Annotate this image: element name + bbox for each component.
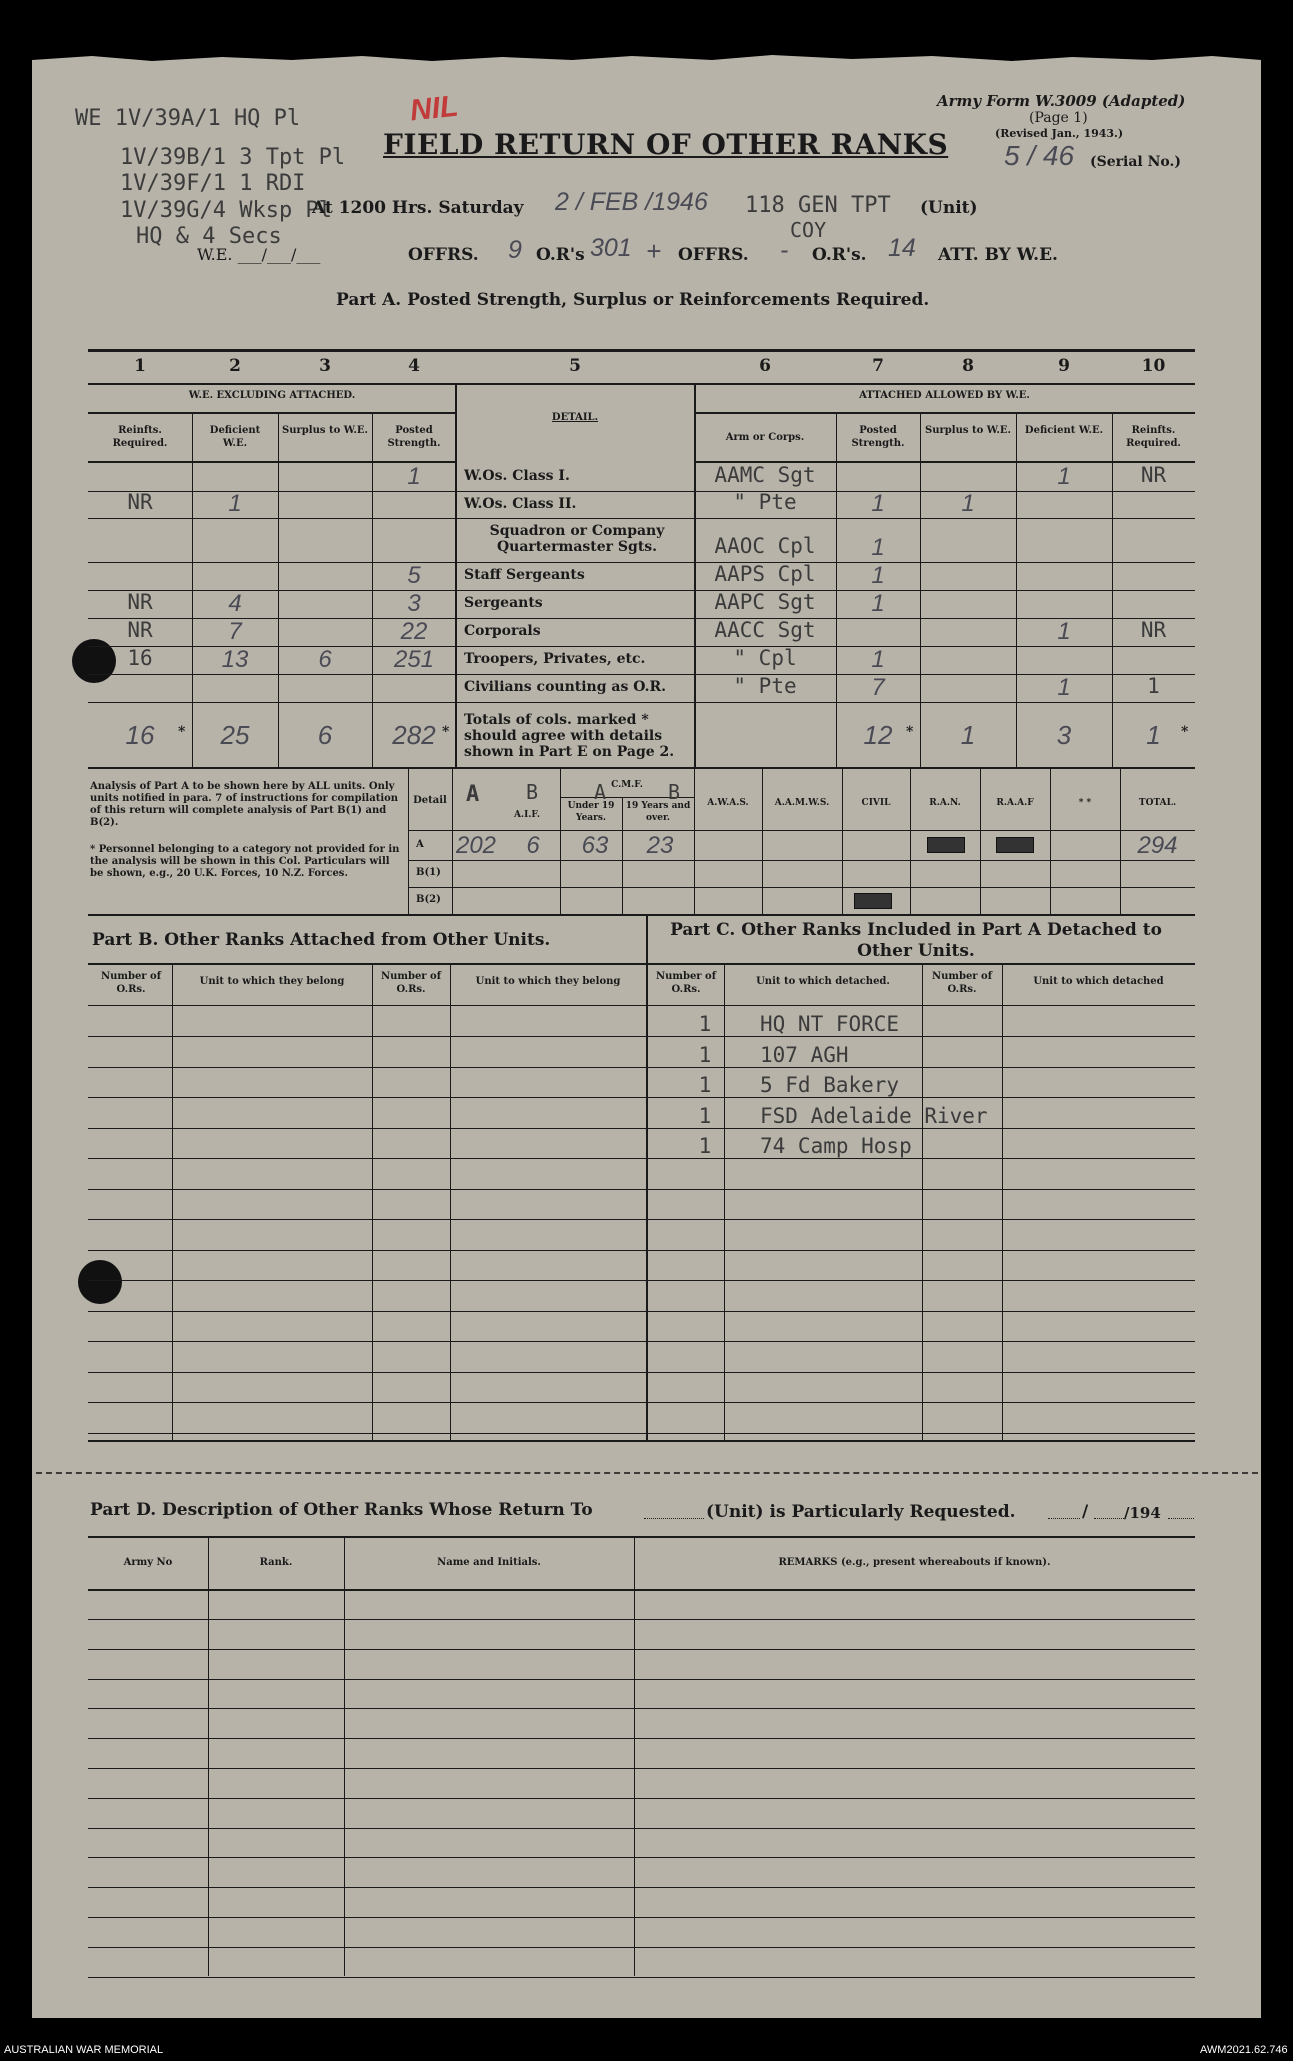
col-num-6: 6 <box>759 356 771 376</box>
c-head-num1: Number of O.Rs. <box>655 971 717 995</box>
an-typed-a2: A <box>594 780 607 804</box>
redaction-civil <box>854 893 892 909</box>
part-d-slash: / <box>1082 1502 1089 1522</box>
cell-c9: 1 <box>1057 674 1071 701</box>
torn-edge <box>32 26 1261 66</box>
detached-count: 1 <box>698 1042 712 1067</box>
part-d-heading-a: Part D. Description of Other Ranks Whose Return To <box>90 1500 593 1520</box>
row-rule <box>88 702 1195 703</box>
an-val-over19: 23 <box>646 832 674 859</box>
cell-c6: AAPS Cpl <box>714 562 816 586</box>
c-head-unit2: Unit to which detached <box>1033 976 1164 987</box>
detail-label: Sergeants <box>464 595 543 611</box>
head-arm-corps: Arm or Corps. <box>725 432 805 443</box>
col-num-3: 3 <box>319 356 331 376</box>
col-num-4: 4 <box>408 356 420 376</box>
part-d-year-blank <box>1168 1518 1194 1519</box>
row-rule <box>88 1917 1195 1918</box>
total-c2: 25 <box>220 720 250 750</box>
punch-hole-bottom <box>78 1260 122 1304</box>
cell-c10: NR <box>1140 463 1167 487</box>
head-posted: Posted Strength. <box>387 425 441 449</box>
an-typed-b1: B <box>526 780 539 804</box>
star-mark: * <box>442 724 450 740</box>
redaction-ran <box>927 837 965 853</box>
footer-right: AWM2021.62.746 <box>1200 2044 1288 2056</box>
offrs-value: 9 <box>508 236 522 264</box>
row-rule <box>88 1341 1195 1342</box>
total-c8: 1 <box>960 720 976 750</box>
army-form-label: Army Form W.3009 (Adapted) <box>937 92 1186 110</box>
offrs2-value: - <box>780 236 789 264</box>
we-line-3: 1V/39F/1 1 RDI <box>120 171 306 196</box>
cell-c1: 16 <box>127 646 153 670</box>
row-rule <box>88 1097 1195 1098</box>
col-num-8: 8 <box>962 356 974 376</box>
ors-label: O.R's <box>536 245 585 265</box>
head-surplus: Surplus to W.E. <box>282 425 368 436</box>
cell-c6: " Cpl <box>733 646 797 670</box>
cell-c3: 6 <box>318 646 332 673</box>
an-head-over19: 19 Years and over. <box>625 801 691 823</box>
analysis-note-2: * Personnel belonging to a category not provided for in the analysis will be shown in this Col. Particulars will be shown, e.g., 20 U.K. Forces, 10 N.Z. Forces. <box>90 844 400 879</box>
cell-c7: 1 <box>871 490 885 517</box>
row-rule <box>88 518 1195 519</box>
unit-value: 118 GEN TPT <box>745 193 891 218</box>
serial-value: 5 / 46 <box>1004 140 1075 171</box>
analysis-note-1: Analysis of Part A to be shown here by ALL units. Only units notified in para. 7 of instructions for compilation of this return will complete analysis of Part B(1) and B(2). <box>90 781 399 828</box>
ors2-label: O.R's. <box>812 245 867 265</box>
we-blank-label: W.E. ___/___/___ <box>197 245 321 264</box>
detail-label: W.Os. Class II. <box>464 496 577 512</box>
b-head-num2: Number of O.Rs. <box>380 971 442 995</box>
an-head-cmf: C.M.F. <box>611 780 643 790</box>
cell-c9: 1 <box>1057 463 1071 490</box>
cell-c2: 4 <box>228 590 242 617</box>
cell-c10: NR <box>1140 618 1167 642</box>
perforation-line <box>36 1472 1258 1474</box>
part-d-heading-b: (Unit) is Particularly Requested. <box>706 1502 1016 1522</box>
date-value: 2 / FEB /1946 <box>555 188 708 216</box>
group-left-heading: W.E. EXCLUDING ATTACHED. <box>188 390 356 401</box>
unit-label: (Unit) <box>920 198 978 218</box>
row-rule <box>88 1433 1195 1434</box>
an-head-aamws: A.A.M.W.S. <box>774 798 830 808</box>
page-title: FIELD RETURN OF OTHER RANKS <box>383 128 949 161</box>
total-c3: 6 <box>317 720 333 750</box>
we-line-5: HQ & 4 Secs <box>136 224 282 249</box>
row-rule <box>88 1219 1195 1220</box>
row-rule <box>88 1857 1195 1858</box>
cell-c7: 1 <box>871 646 885 673</box>
b-head-unit2: Unit to which they belong <box>475 976 621 987</box>
detached-unit: 107 AGH <box>760 1042 849 1067</box>
an-typed-b2: B <box>668 780 681 804</box>
d-head-rank: Rank. <box>259 1557 293 1568</box>
an-head-civil: CIVIL <box>861 798 891 808</box>
detached-unit: HQ NT FORCE <box>760 1012 900 1036</box>
row-rule <box>88 562 1195 563</box>
cell-c6: AAOC Cpl <box>714 534 816 558</box>
cell-c4: 3 <box>407 590 421 617</box>
head-surplus-att: Surplus to W.E. <box>925 425 1011 436</box>
cell-c6: " Pte <box>733 674 797 698</box>
an-head-detail: Detail <box>413 795 447 806</box>
star-mark: * <box>1181 724 1189 740</box>
head-reinfts: Reinfts. Required. <box>112 425 168 449</box>
offrs-label: OFFRS. <box>408 245 479 265</box>
cell-c7: 7 <box>871 674 885 701</box>
total-c1: 16 <box>125 720 155 750</box>
row-rule <box>88 1977 1195 1978</box>
c-head-num2: Number of O.Rs. <box>931 971 993 995</box>
cell-c2: 7 <box>228 618 242 645</box>
detached-unit: 74 Camp Hosp <box>760 1134 912 1158</box>
plus-sign: + <box>646 236 662 266</box>
b-head-num1: Number of O.Rs. <box>100 971 162 995</box>
row-rule <box>88 1158 1195 1159</box>
cell-c7: 1 <box>871 590 885 617</box>
detached-count: 1 <box>698 1073 712 1097</box>
cell-c8: 1 <box>961 490 975 517</box>
head-deficient: Deficient W.E. <box>209 425 261 449</box>
head-deficient-att: Deficient W.E. <box>1024 425 1104 436</box>
detached-count: 1 <box>698 1103 712 1128</box>
detail-label: Corporals <box>464 623 541 639</box>
detail-label: Troopers, Privates, etc. <box>464 651 646 667</box>
cell-c1: NR <box>127 590 153 614</box>
part-d-date-blank-2 <box>1094 1518 1124 1519</box>
star-mark: * <box>178 724 186 740</box>
total-c7: 12 <box>863 720 893 750</box>
row-rule <box>88 1947 1195 1948</box>
star-mark: * <box>906 724 914 740</box>
part-a-heading: Part A. Posted Strength, Surplus or Reinforcements Required. <box>336 290 930 310</box>
head-posted-att: Posted Strength. <box>851 425 905 449</box>
row-rule <box>88 1311 1195 1312</box>
row-rule <box>88 1372 1195 1373</box>
d-head-remarks: REMARKS (e.g., present whereabouts if known). <box>778 1557 1051 1568</box>
we-line-1: WE 1V/39A/1 HQ Pl <box>75 106 301 131</box>
an-head-raaf: R.A.A.F <box>996 798 1034 808</box>
group-right-heading: ATTACHED ALLOWED BY W.E. <box>859 390 1030 401</box>
we-line-2: 1V/39B/1 3 Tpt Pl <box>120 145 346 170</box>
footer-left: AUSTRALIAN WAR MEMORIAL <box>4 2044 164 2056</box>
part-d-date-blank-1 <box>1048 1518 1080 1519</box>
cell-c4: 22 <box>400 618 428 645</box>
row-rule <box>88 1828 1195 1829</box>
row-rule <box>88 1649 1195 1650</box>
row-rule <box>88 1189 1195 1190</box>
att-label: ATT. BY W.E. <box>938 245 1058 265</box>
an-typed-a1: A <box>466 782 480 807</box>
cell-c2: 13 <box>221 646 249 673</box>
revised-label: (Revised Jan., 1943.) <box>995 127 1124 140</box>
detail-label: Civilians counting as O.R. <box>464 679 666 695</box>
total-c4: 282 <box>392 720 436 750</box>
d-head-army-no: Army No <box>123 1557 173 1568</box>
row-rule <box>88 1768 1195 1769</box>
head-detail: DETAIL. <box>551 412 599 423</box>
cell-c6: " Pte <box>733 490 797 514</box>
col-num-9: 9 <box>1058 356 1070 376</box>
an-head-awas: A.W.A.S. <box>707 798 749 808</box>
col-num-5: 5 <box>569 356 581 376</box>
cell-c4: 1 <box>407 463 421 490</box>
row-rule <box>88 1619 1195 1620</box>
part-d-unit-blank <box>644 1518 704 1519</box>
cell-c6: AAPC Sgt <box>714 590 816 614</box>
at-hours-label: At 1200 Hrs. Saturday <box>312 198 524 218</box>
col-num-7: 7 <box>872 356 884 376</box>
cell-c9: 1 <box>1057 618 1071 645</box>
cell-c1: NR <box>127 490 153 514</box>
an-val-total: 294 <box>1137 832 1178 859</box>
cell-c4: 251 <box>393 646 435 673</box>
row-rule <box>88 1798 1195 1799</box>
detached-count: 1 <box>698 1012 712 1036</box>
an-val-aif-col: 202 <box>455 832 497 859</box>
offrs2-label: OFFRS. <box>678 245 749 265</box>
cell-c4: 5 <box>407 562 421 589</box>
cell-c10: 1 <box>1147 674 1160 698</box>
detail-label: Staff Sergeants <box>464 567 585 583</box>
part-b-heading: Part B. Other Ranks Attached from Other Units. <box>92 930 551 950</box>
part-c-heading: Part C. Other Ranks Included in Part A Detached to Other Units. <box>670 920 1162 961</box>
row-rule <box>88 1036 1195 1037</box>
cell-c7: 1 <box>871 534 885 561</box>
cell-c2: 1 <box>228 490 242 517</box>
an-val-aif: 6 <box>526 832 540 859</box>
we-line-4: 1V/39G/4 Wksp Pl <box>120 198 332 223</box>
row-rule <box>88 1067 1195 1068</box>
detached-count: 1 <box>698 1134 712 1158</box>
cell-c6: AAMC Sgt <box>714 463 816 487</box>
head-reinfts-att: Reinfts. Required. <box>1126 425 1181 449</box>
d-head-name: Name and Initials. <box>437 1557 541 1568</box>
total-c9: 3 <box>1056 720 1072 750</box>
cell-c7: 1 <box>871 562 885 589</box>
red-mark: NIL <box>408 89 460 128</box>
an-head-other: * * <box>1078 798 1092 808</box>
row-rule <box>88 1738 1195 1739</box>
detail-label: W.Os. Class I. <box>464 468 570 484</box>
cell-c6: AACC Sgt <box>714 618 816 642</box>
row-rule <box>88 1128 1195 1129</box>
ors2-value: 14 <box>888 234 916 262</box>
detached-unit: FSD Adelaide River <box>760 1103 988 1128</box>
row-rule <box>88 1402 1195 1403</box>
row-rule <box>88 1679 1195 1680</box>
col-num-10: 10 <box>1141 356 1166 376</box>
b-head-unit1: Unit to which they belong <box>199 976 345 987</box>
an-head-aif: A.I.F. <box>513 810 541 820</box>
cell-c1: NR <box>127 618 153 642</box>
row-rule <box>88 1280 1195 1281</box>
row-rule <box>88 1887 1195 1888</box>
an-row-b1: B(1) <box>416 867 441 878</box>
an-row-a: A <box>416 839 424 850</box>
an-row-b2: B(2) <box>416 894 441 905</box>
row-rule <box>88 1250 1195 1251</box>
total-c10: 1 <box>1146 720 1161 750</box>
coy-value: COY <box>790 218 827 242</box>
an-head-under19: Under 19 Years. <box>567 801 615 823</box>
part-d-heading-c: /194 <box>1124 1504 1161 1522</box>
row-rule <box>88 1708 1195 1709</box>
an-val-under19: 63 <box>581 832 609 859</box>
detached-unit: 5 Fd Bakery <box>760 1073 900 1097</box>
detail-label: Squadron or Company Quartermaster Sgts. <box>489 523 665 555</box>
col-num-2: 2 <box>229 356 241 376</box>
c-head-unit1: Unit to which detached. <box>756 976 890 987</box>
an-head-total: TOTAL. <box>1138 798 1177 808</box>
col-num-1: 1 <box>134 356 146 376</box>
an-head-ran: R.A.N. <box>929 798 961 808</box>
serial-label: (Serial No.) <box>1090 154 1181 170</box>
totals-detail: Totals of cols. marked * should agree with details shown in Part E on Page 2. <box>464 712 675 760</box>
ors-value: 301 <box>590 234 632 262</box>
page-label: (Page 1) <box>1029 110 1088 126</box>
redaction-raaf <box>996 837 1034 853</box>
